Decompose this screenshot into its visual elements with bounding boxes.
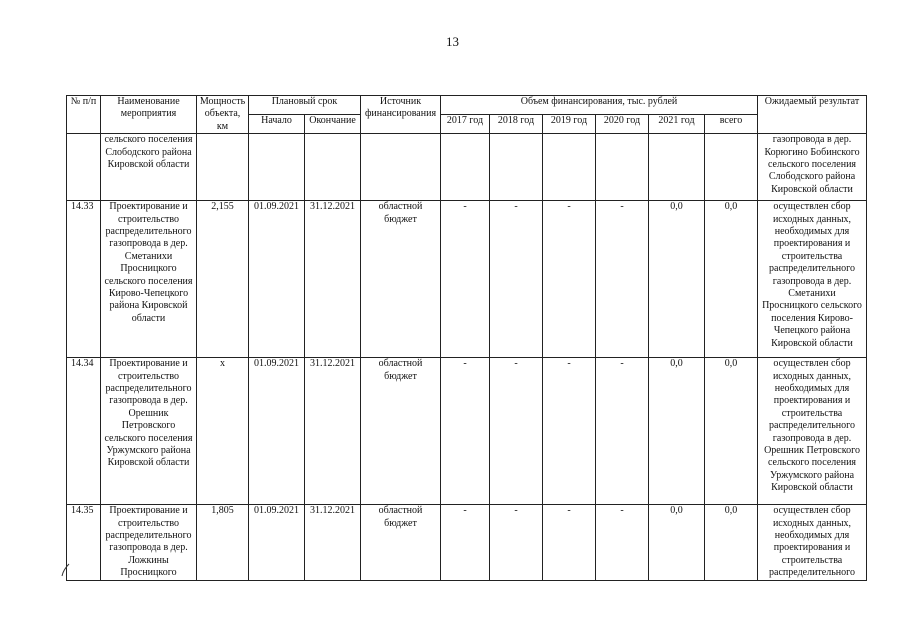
row-capacity: 2,155 — [197, 201, 249, 358]
header-start: Начало — [249, 115, 305, 134]
header-num: № п/п — [67, 96, 101, 134]
row-name: Проектирование и строительство распределительного газопровода в дер. Сметанихи Просницкого сельского поселения Кирово-Чепецкого района Кировской области — [101, 201, 197, 358]
header-row-1 — [67, 96, 867, 115]
row-source: областной бюджет — [361, 201, 441, 358]
row-2020: - — [596, 358, 649, 505]
row-source — [361, 134, 441, 201]
row-start: 01.09.2021 — [249, 201, 305, 358]
row-2019: - — [543, 358, 596, 505]
header-2019: 2019 год — [543, 115, 596, 134]
row-end: 31.12.2021 — [305, 358, 361, 505]
row-num: 14.33 — [67, 201, 101, 358]
row-num: 14.35 — [67, 505, 101, 580]
header-2021: 2021 год — [649, 115, 705, 134]
row-name: Проектирование и строительство распределительного газопровода в дер. Орешник Петровского сельского поселения Уржумского района Кировской области — [101, 358, 197, 505]
row-2018: - — [490, 505, 543, 580]
row-num — [67, 134, 101, 201]
row-num: 14.34 — [67, 358, 101, 505]
page-number: 13 — [446, 34, 459, 49]
row-capacity — [197, 134, 249, 201]
row-2019: - — [543, 201, 596, 358]
header-end: Окончание — [305, 115, 361, 134]
row-2017: - — [441, 201, 490, 358]
row-2020: - — [596, 201, 649, 358]
row-2018 — [490, 134, 543, 201]
row-result: газопровода в дер. Корюгино Бобинского сельского поселения Слободского района Кировской области — [758, 134, 867, 201]
row-name: сельского поселения Слободского района Кировской области — [101, 134, 197, 201]
row-end: 31.12.2021 — [305, 505, 361, 580]
row-2017 — [441, 134, 490, 201]
row-result: осуществлен сбор исходных данных, необходимых для проектирования и строительства распределительного газопровода в дер. Сметанихи Просницкого сельского поселения Кирово-Чепецкого района Кировской области — [758, 201, 867, 358]
header-name: Наименование мероприятия — [101, 96, 197, 134]
row-source: областной бюджет — [361, 505, 441, 580]
header-capacity: Мощность объекта, км — [197, 96, 249, 134]
row-2021: 0,0 — [649, 505, 705, 580]
table-row — [67, 358, 867, 505]
row-start: 01.09.2021 — [249, 358, 305, 505]
row-capacity: x — [197, 358, 249, 505]
row-name: Проектирование и строительство распределительного газопровода в дер. Ложкины Просницкого — [101, 505, 197, 580]
row-end: 31.12.2021 — [305, 201, 361, 358]
header-schedule: Плановый срок — [249, 96, 361, 115]
row-total — [705, 134, 758, 201]
row-source: областной бюджет — [361, 358, 441, 505]
row-2019 — [543, 134, 596, 201]
header-2020: 2020 год — [596, 115, 649, 134]
row-total: 0,0 — [705, 358, 758, 505]
header-result: Ожидаемый результат — [758, 96, 867, 134]
row-end — [305, 134, 361, 201]
row-capacity: 1,805 — [197, 505, 249, 580]
row-2019: - — [543, 505, 596, 580]
table-row — [67, 201, 867, 358]
row-2017: - — [441, 505, 490, 580]
row-2018: - — [490, 358, 543, 505]
header-2017: 2017 год — [441, 115, 490, 134]
row-2021 — [649, 134, 705, 201]
header-funding: Объем финансирования, тыс. рублей — [441, 96, 758, 115]
header-source: Источник финансирования — [361, 96, 441, 134]
table-row — [67, 134, 867, 201]
row-2021: 0,0 — [649, 358, 705, 505]
row-start: 01.09.2021 — [249, 505, 305, 580]
row-2020: - — [596, 505, 649, 580]
row-2021: 0,0 — [649, 201, 705, 358]
row-start — [249, 134, 305, 201]
row-total: 0,0 — [705, 201, 758, 358]
row-2017: - — [441, 358, 490, 505]
plan-table — [66, 95, 867, 581]
margin-mark-icon — [60, 563, 74, 577]
row-2018: - — [490, 201, 543, 358]
row-result: осуществлен сбор исходных данных, необходимых для проектирования и строительства распределительного — [758, 505, 867, 580]
header-2018: 2018 год — [490, 115, 543, 134]
table-row — [67, 505, 867, 580]
header-total: всего — [705, 115, 758, 134]
row-total: 0,0 — [705, 505, 758, 580]
row-result: осуществлен сбор исходных данных, необходимых для проектирования и строительства распределительного газопровода в дер. Орешник Петровского сельского поселения Уржумского района Кировской области — [758, 358, 867, 505]
row-2020 — [596, 134, 649, 201]
